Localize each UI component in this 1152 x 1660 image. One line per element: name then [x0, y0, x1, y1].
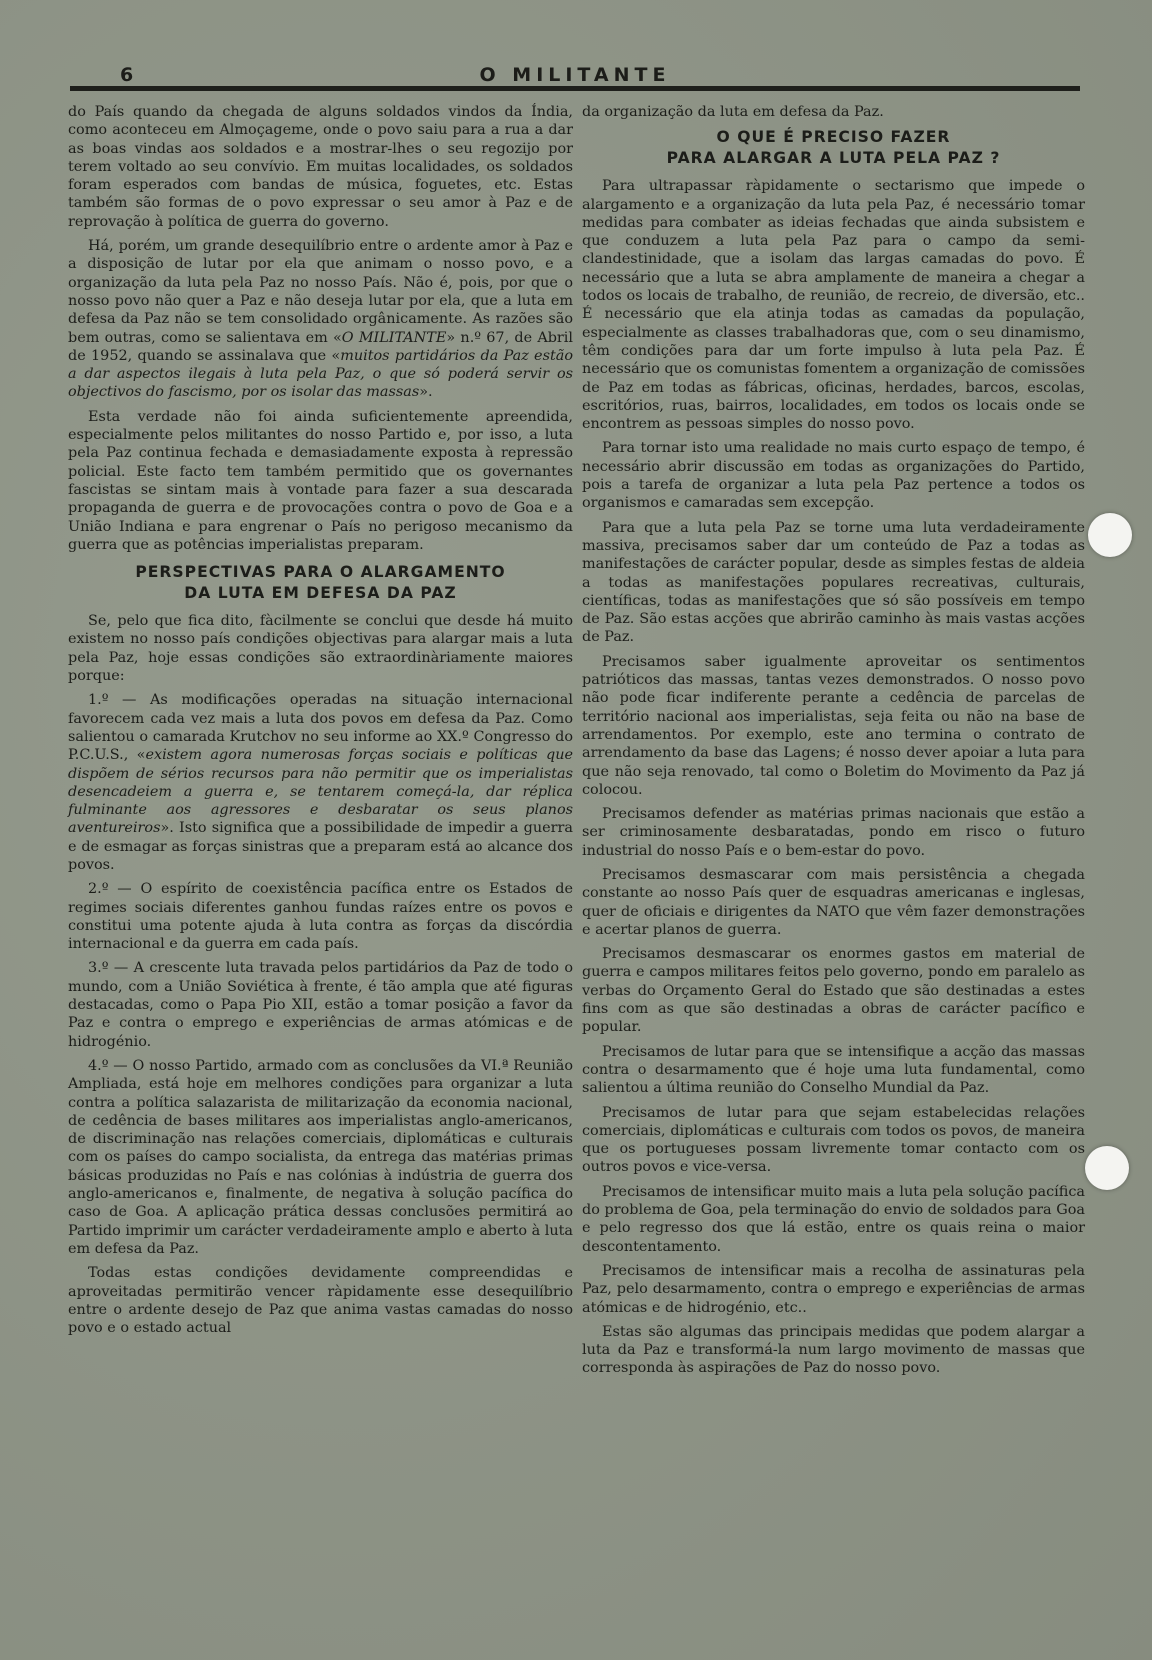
paragraph: 3.º — A crescente luta travada pelos partidários da Paz de todo o mundo, com a União Soviética à frente, é tão ampla que até figuras destacadas, como o Papa Pio XII, estão a tomar posição a favor da Paz e contra o emprego e experiências de armas atómicas e de hidrogénio. [68, 960, 573, 1050]
paragraph: da organização da luta em defesa da Paz. [582, 104, 884, 120]
paragraph: Precisamos de intensificar muito mais a luta pela solução pacífica do problema de Goa, pela terminação do envio de soldados para Goa e pelo regresso dos que lá estão, entre os quais reina o maior descontentamento. [582, 1183, 1085, 1255]
paragraph: Se, pelo que fica dito, fàcilmente se conclui que desde há muito existem no nosso país condições objectivas para alargar mais a luta pela Paz, hoje essas condições são extraordinàriamente maiores porque: [68, 613, 573, 685]
right-column [582, 103, 1085, 1384]
paragraph: Precisamos defender as matérias primas nacionais que estão a ser criminosamente desbaratadas, pondo em risco o futuro industrial do nosso País e o bem-estar do povo. [582, 806, 1085, 859]
journal-title: O MILITANTE [479, 64, 671, 86]
paragraph: Esta verdade não foi ainda suficientemente apreendida, especialmente pelos militantes do nosso Partido e, por isso, a luta pela Paz continua fechada e demasiadamente exposta à repressão policial. Este facto tem também permitido que os governantes fascistas se sintam mais à vontade para fazer a sua descarada propaganda de guerra e de provocações contra o povo de Goa e a União Indiana e para engrenar o País no perigoso mecanismo da guerra que as potências imperialistas preparam. [68, 408, 573, 553]
paragraph: Para que a luta pela Paz se torne uma luta verdadeiramente massiva, precisamos saber dar um conteúdo de Paz a todas as manifestações de carácter popular, desde as simples festas de aldeia a todas as manifestações populares recreativas, culturais, científicas, todas as manifestações que só são possíveis em tempo de Paz. São estas acções que abrirão caminho às mais vastas acções de Paz. [582, 519, 1085, 646]
paragraph: Para ultrapassar ràpidamente o sectarismo que impede o alargamento e a organização da luta pela Paz, é necessário tomar medidas para combater as ideias fechadas que ainda subsistem e que conduzem a luta pela Paz para o campo da semi-clandestinidade, que a isolam das largas camadas do povo. É necessário que a luta se abra amplamente de maneira a chegar a todos os locais de trabalho, de reunião, de recreio, de diversão, etc.. É necessário que ela atinja todas as camadas da população, especialmente as classes trabalhadoras que, com o seu dinamismo, têm condições para dar um forte impulso à luta pela Paz. É necessário que os comunistas fomentem a organização de comissões de Paz em todas as fábricas, oficinas, herdades, barcos, escolas, escritórios, ruas, bairros, localidades, em todos os locais onde se encontrem as pessoas simples do nosso povo. [582, 178, 1085, 433]
paragraph: Precisamos de lutar para que se intensifique a acção das massas contra o desarmamento que é hoje uma luta fundamental, como salientou a última reunião do Conselho Mundial da Paz. [582, 1043, 1085, 1097]
paragraph: do País quando da chegada de alguns soldados vindos da Índia, como aconteceu em Almoçageme, onde o povo saiu para a rua a dar as boas vindas aos soldados e a mostrar-lhes o seu regozijo por terem voltado ao seu convívio. Em muitas localidades, os soldados foram esperados com bandas de música, foguetes, etc. Estas também são formas de o povo expressar o seu amor à Paz e de reprovação à política de guerra do governo. [68, 104, 573, 230]
paragraph: 1.º — As modificações operadas na situação internacional favorecem cada vez mais a luta dos povos em defesa da Paz. Como salientou o camarada Krutchov no seu informe ao XX.º Congresso do P.C.U.S., «existem agora numerosas forças sociais e políticas que dispõem de sérios recursos para não permitir que os imperialistas desencadeiem a guerra e, se tentarem começá-la, dar réplica fulminante aos agressores e desbaratar os seus planos aventureiros». Isto significa que a possibilidade de impedir a guerra e de esmagar as forças sinistras que a preparam está ao alcance dos povos. [68, 692, 574, 873]
paragraph: Todas estas condições devidamente compreendidas e aproveitadas permitirão vencer ràpidamente esse desequilíbrio entre o ardente desejo de Paz que anima vastas camadas do nosso povo e o estado actual [68, 1265, 573, 1337]
paragraph: 4.º — O nosso Partido, armado com as conclusões da VI.ª Reunião Ampliada, está hoje em melhores condições para organizar a luta contra a política salazarista de militarização da economia nacional, de cedência de bases militares aos imperialistas anglo-americanos, de discriminação nas relações comerciais, diplomáticas e culturais com os países do campo socialista, da entrega das matérias primas básicas produzidas no País e nas colónias à indústria de guerra dos anglo-americanos e, finalmente, de negativa à solução pacífica do caso de Goa. A aplicação prática dessas conclusões permitirá ao Partido imprimir um carácter verdadeiramente amplo e aberto à luta em defesa da Paz. [68, 1057, 573, 1257]
section-heading: O QUE É PRECISO FAZER PARA ALARGAR A LUTA PELA PAZ ? [666, 128, 1001, 168]
page-number: 6 [120, 64, 134, 86]
header-rule [70, 86, 1080, 91]
binder-hole-bottom [1085, 1146, 1129, 1190]
paragraph: Estas são algumas das principais medidas que podem alargar a luta da Paz e transformá-la num largo movimento de massas que corresponda às aspirações de Paz do nosso povo. [582, 1323, 1085, 1377]
paragraph: Precisamos desmascarar os enormes gastos em material de guerra e campos militares feitos pelo governo, pondo em paralelo as verbas do Orçamento Geral do Estado que são destinadas a estes fins com as que são destinadas a obras de carácter pacífico e popular. [582, 946, 1085, 1036]
paragraph: Para tornar isto uma realidade no mais curto espaço de tempo, é necessário abrir discussão em todas as organizações do Partido, pois a tarefa de organizar a luta pela Paz pertence a todos os organismos e camaradas sem excepção. [582, 440, 1085, 512]
paragraph: Há, porém, um grande desequilíbrio entre o ardente amor à Paz e a disposição de lutar por ela que animam o nosso povo, e a organização da luta pela Paz no nosso País. Não é, pois, por que o nosso povo não quer a Paz e não deseja lutar por ela, que a luta em defesa da Paz não se tem consolidado orgânicamente. As razões são bem outras, como se salientava em «O MILITANTE» n.º 67, de Abril de 1952, quando se assinalava que «muitos partidários da Paz estão a dar aspectos ilegais à luta pela Paz, o que só poderá servir os objectivos do fascismo, por os isolar das massas». [68, 238, 574, 401]
binder-hole-top [1088, 513, 1132, 557]
paragraph: Precisamos de intensificar mais a recolha de assinaturas pela Paz, pelo desarmamento, contra o emprego e experiências de armas atómicas e de hidrogénio, etc.. [582, 1262, 1085, 1316]
paragraph: Precisamos desmascarar com mais persistência a chegada constante ao nosso País quer de esquadras americanas e inglesas, quer de oficiais e dirigentes da NATO que vêm fazer demonstrações e acertar planos de guerra. [582, 866, 1085, 938]
paragraph: 2.º — O espírito de coexistência pacífica entre os Estados de regimes sociais diferentes ganhou fundas raízes entre os povos e constitui uma potente ajuda à luta contra as forças da discórdia internacional e da guerra em cada país. [68, 881, 573, 953]
paragraph: Precisamos saber igualmente aproveitar os sentimentos patrióticos das massas, tantas vezes demonstrados. O nosso povo não pode ficar indiferente perante a cedência de parcelas de território nacional aos imperialistas, seja feita ou não na base de arrendamentos. Por exemplo, este ano termina o contrato de arrendamento da base das Lagens; é nosso dever apoiar a luta para que não seja renovado, tal como o Boletim do Movimento da Paz já colocou. [582, 653, 1085, 798]
left-column [68, 103, 573, 1343]
paragraph: Precisamos de lutar para que sejam estabelecidas relações comerciais, diplomáticas e culturais com todos os povos, de maneira que os portugueses possam livremente tomar contacto com os outros povos e vice-versa. [582, 1104, 1085, 1176]
section-heading: PERSPECTIVAS PARA O ALARGAMENTO DA LUTA EM DEFESA DA PAZ [135, 563, 506, 603]
